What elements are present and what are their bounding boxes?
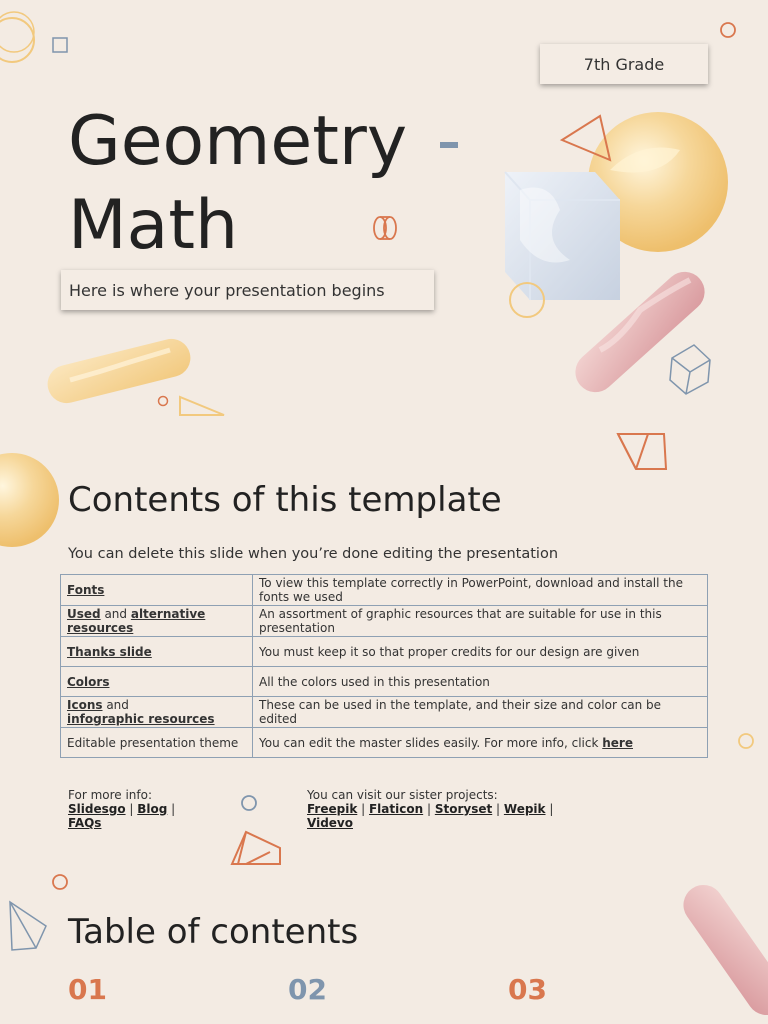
table-cell-name: [61, 667, 253, 697]
glass-cube-icon: [505, 172, 620, 300]
wepik-link[interactable]: Wepik: [503, 802, 546, 816]
circle-outline-icon: [0, 12, 34, 62]
small-circle-icon: [53, 875, 67, 889]
table-cell-description: You must keep it so that proper credits for our design are given: [253, 637, 708, 667]
square-outline-icon: [53, 38, 67, 52]
faqs-link[interactable]: FAQs: [68, 816, 102, 830]
connector-text: and: [100, 607, 131, 621]
table-cell-name: Editable presentation theme: [61, 728, 253, 758]
used-link[interactable]: Used: [67, 607, 101, 621]
wire-cube-icon: [670, 345, 710, 394]
table-cell-description: [253, 728, 708, 758]
separator: |: [545, 802, 554, 816]
subtitle-box: [61, 270, 434, 310]
toc-number-02: 02: [288, 973, 327, 1006]
contents-table: [60, 574, 708, 758]
separator: |: [357, 802, 369, 816]
separator: |: [167, 802, 176, 816]
page-title: [68, 100, 407, 268]
title-line-1: Geometry: [68, 102, 408, 181]
yellow-cylinder-icon: [44, 335, 195, 407]
here-link[interactable]: here: [602, 735, 633, 750]
title-dash: [440, 142, 458, 148]
separator: |: [423, 802, 435, 816]
small-circle-icon: [242, 796, 256, 810]
colors-link[interactable]: Colors: [67, 674, 110, 689]
table-row: [61, 697, 708, 728]
more-info-label: For more info:: [68, 788, 153, 802]
prism-outline-icon: [232, 832, 280, 864]
table-cell-name: [61, 637, 253, 667]
table-row: [61, 637, 708, 667]
contents-heading: Contents of this template: [68, 480, 502, 520]
small-circle-icon: [159, 397, 168, 406]
small-circle-icon: [721, 23, 735, 37]
sister-projects-block: [307, 788, 577, 830]
grade-tag-label: 7th Grade: [583, 54, 665, 74]
subtitle-text: Here is where your presentation begins: [69, 280, 385, 300]
pink-cylinder-icon: [676, 877, 768, 1023]
toc-number-01: 01: [68, 973, 107, 1006]
connector-text: and: [102, 698, 129, 712]
separator: |: [125, 802, 138, 816]
infographic-resources-link[interactable]: infographic resources: [67, 712, 215, 726]
grade-tag: [540, 44, 708, 84]
description-text: You can edit the master slides easily. For more info, click: [259, 735, 603, 750]
table-row: [61, 575, 708, 606]
icons-link[interactable]: Icons: [67, 698, 103, 712]
contents-note: You can delete this slide when you’re done editing the presentation: [68, 546, 559, 562]
storyset-link[interactable]: Storyset: [434, 802, 493, 816]
table-row: [61, 728, 708, 758]
table-row: [61, 667, 708, 697]
table-cell-description: To view this template correctly in PowerPoint, download and install the fonts we used: [253, 575, 708, 606]
pyramid-outline-icon: [10, 902, 46, 950]
toc-number-03: 03: [508, 973, 547, 1006]
separator: |: [492, 802, 504, 816]
table-cell-description: An assortment of graphic resources that are suitable for use in this presentation: [253, 606, 708, 637]
freepik-link[interactable]: Freepik: [307, 802, 358, 816]
table-cell-name: [61, 606, 253, 637]
more-info-block: [68, 788, 218, 830]
table-cell-description: These can be used in the template, and their size and color can be edited: [253, 697, 708, 728]
blog-link[interactable]: Blog: [137, 802, 168, 816]
small-circle-icon: [739, 734, 753, 748]
sister-links: [307, 802, 577, 830]
table-cell-name: [61, 697, 253, 728]
fonts-link[interactable]: Fonts: [67, 583, 105, 597]
sister-label: You can visit our sister projects:: [307, 788, 498, 802]
toc-heading: Table of contents: [68, 912, 359, 952]
table-cell-name: [61, 575, 253, 606]
table-row: [61, 606, 708, 637]
yellow-sphere-icon: [0, 453, 59, 547]
thanks-slide-link[interactable]: Thanks slide: [67, 644, 152, 659]
flaticon-link[interactable]: Flaticon: [368, 802, 424, 816]
table-cell-description: All the colors used in this presentation: [253, 667, 708, 697]
triangle-outline-icon: [180, 397, 224, 415]
videvo-link[interactable]: Videvo: [307, 816, 353, 830]
more-info-links: [68, 802, 218, 830]
alternative-resources-link[interactable]: alternative resources: [67, 607, 206, 635]
title-line-2: Math: [68, 186, 239, 265]
slidesgo-link[interactable]: Slidesgo: [68, 802, 126, 816]
